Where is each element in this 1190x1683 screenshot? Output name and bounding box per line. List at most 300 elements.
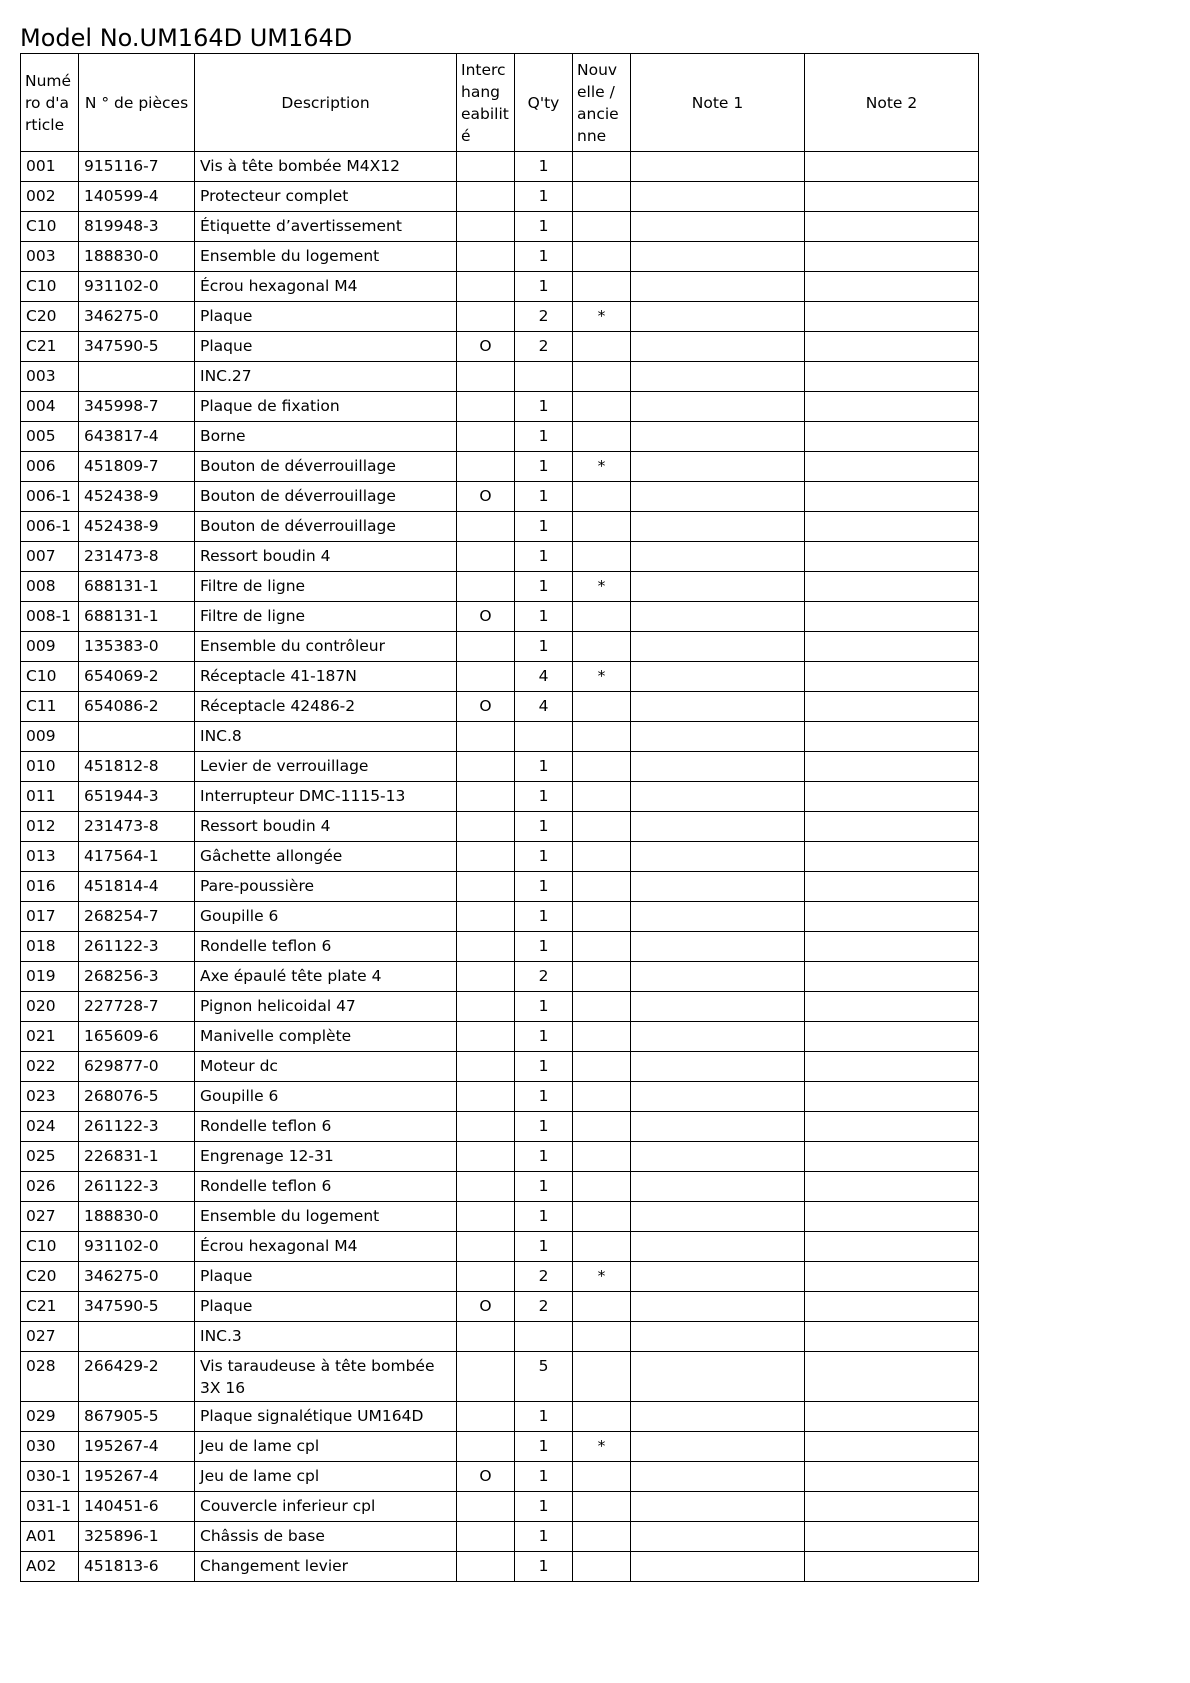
cell-description: Châssis de base xyxy=(195,1522,457,1552)
cell-qty: 1 xyxy=(515,452,573,482)
cell-description: Protecteur complet xyxy=(195,182,457,212)
cell-interchangeability: O xyxy=(457,332,515,362)
cell-interchangeability xyxy=(457,152,515,182)
cell-note-2 xyxy=(805,1462,979,1492)
cell-item-no: C21 xyxy=(21,1292,79,1322)
cell-item-no: 006-1 xyxy=(21,482,79,512)
cell-new-old xyxy=(573,272,631,302)
cell-qty: 2 xyxy=(515,302,573,332)
cell-qty: 4 xyxy=(515,692,573,722)
cell-note-1 xyxy=(631,212,805,242)
cell-interchangeability xyxy=(457,452,515,482)
cell-note-2 xyxy=(805,932,979,962)
cell-new-old xyxy=(573,1232,631,1262)
cell-part-no: 643817-4 xyxy=(79,422,195,452)
table-row xyxy=(21,1462,979,1492)
cell-description: Goupille 6 xyxy=(195,902,457,932)
table-row xyxy=(21,1262,979,1292)
cell-note-1 xyxy=(631,1462,805,1492)
cell-qty: 2 xyxy=(515,1292,573,1322)
cell-item-no: C10 xyxy=(21,662,79,692)
cell-description: Goupille 6 xyxy=(195,1082,457,1112)
table-row xyxy=(21,932,979,962)
cell-part-no xyxy=(79,722,195,752)
cell-item-no: 002 xyxy=(21,182,79,212)
cell-item-no: 026 xyxy=(21,1172,79,1202)
cell-note-1 xyxy=(631,1352,805,1402)
cell-new-old xyxy=(573,812,631,842)
cell-new-old xyxy=(573,1402,631,1432)
cell-description: Ressort boudin 4 xyxy=(195,812,457,842)
cell-qty: 1 xyxy=(515,1432,573,1462)
cell-note-1 xyxy=(631,362,805,392)
cell-new-old xyxy=(573,1202,631,1232)
cell-note-1 xyxy=(631,302,805,332)
cell-part-no: 819948-3 xyxy=(79,212,195,242)
cell-new-old xyxy=(573,992,631,1022)
cell-part-no: 654086-2 xyxy=(79,692,195,722)
table-row xyxy=(21,782,979,812)
cell-part-no: 688131-1 xyxy=(79,572,195,602)
cell-qty: 1 xyxy=(515,872,573,902)
cell-qty: 1 xyxy=(515,512,573,542)
cell-interchangeability xyxy=(457,1202,515,1232)
cell-part-no: 451812-8 xyxy=(79,752,195,782)
cell-qty: 1 xyxy=(515,1462,573,1492)
cell-new-old xyxy=(573,1492,631,1522)
cell-description: Ensemble du logement xyxy=(195,1202,457,1232)
cell-note-1 xyxy=(631,1402,805,1432)
cell-qty: 1 xyxy=(515,992,573,1022)
cell-item-no: 027 xyxy=(21,1322,79,1352)
cell-item-no: 003 xyxy=(21,242,79,272)
table-row xyxy=(21,212,979,242)
parts-table xyxy=(20,53,979,1582)
cell-note-2 xyxy=(805,422,979,452)
cell-note-1 xyxy=(631,332,805,362)
cell-interchangeability xyxy=(457,272,515,302)
header-note-1: Note 1 xyxy=(631,54,805,152)
table-row xyxy=(21,1292,979,1322)
cell-new-old xyxy=(573,332,631,362)
cell-qty: 4 xyxy=(515,662,573,692)
cell-new-old xyxy=(573,962,631,992)
cell-new-old xyxy=(573,872,631,902)
cell-new-old xyxy=(573,482,631,512)
cell-qty: 1 xyxy=(515,932,573,962)
cell-item-no: 003 xyxy=(21,362,79,392)
cell-note-1 xyxy=(631,482,805,512)
cell-interchangeability xyxy=(457,992,515,1022)
cell-item-no: 030 xyxy=(21,1432,79,1462)
cell-new-old xyxy=(573,392,631,422)
cell-part-no: 347590-5 xyxy=(79,1292,195,1322)
cell-new-old xyxy=(573,1022,631,1052)
cell-qty: 1 xyxy=(515,632,573,662)
table-row xyxy=(21,1112,979,1142)
table-row xyxy=(21,1522,979,1552)
table-row xyxy=(21,1432,979,1462)
cell-note-2 xyxy=(805,962,979,992)
cell-item-no: C20 xyxy=(21,302,79,332)
table-row xyxy=(21,1322,979,1352)
cell-qty: 1 xyxy=(515,182,573,212)
cell-note-1 xyxy=(631,1052,805,1082)
cell-part-no: 188830-0 xyxy=(79,1202,195,1232)
cell-note-2 xyxy=(805,1082,979,1112)
header-item-no: Numé ro d'a rticle xyxy=(21,54,79,152)
cell-description: Axe épaulé tête plate 4 xyxy=(195,962,457,992)
table-row xyxy=(21,272,979,302)
cell-new-old xyxy=(573,722,631,752)
cell-interchangeability xyxy=(457,1432,515,1462)
cell-new-old xyxy=(573,542,631,572)
table-row xyxy=(21,1022,979,1052)
table-row xyxy=(21,422,979,452)
cell-item-no: 030-1 xyxy=(21,1462,79,1492)
cell-note-1 xyxy=(631,1262,805,1292)
cell-note-2 xyxy=(805,1112,979,1142)
cell-interchangeability xyxy=(457,572,515,602)
cell-qty: 1 xyxy=(515,272,573,302)
table-row xyxy=(21,1172,979,1202)
cell-new-old xyxy=(573,1112,631,1142)
table-row xyxy=(21,902,979,932)
cell-qty xyxy=(515,362,573,392)
cell-part-no: 417564-1 xyxy=(79,842,195,872)
cell-item-no: 008 xyxy=(21,572,79,602)
cell-description: Ensemble du logement xyxy=(195,242,457,272)
cell-part-no: 227728-7 xyxy=(79,992,195,1022)
cell-note-2 xyxy=(805,1402,979,1432)
cell-part-no: 915116-7 xyxy=(79,152,195,182)
cell-part-no: 195267-4 xyxy=(79,1462,195,1492)
cell-note-2 xyxy=(805,782,979,812)
cell-interchangeability xyxy=(457,362,515,392)
cell-qty: 1 xyxy=(515,1052,573,1082)
table-row xyxy=(21,332,979,362)
cell-interchangeability xyxy=(457,392,515,422)
cell-interchangeability xyxy=(457,632,515,662)
cell-note-1 xyxy=(631,842,805,872)
table-row xyxy=(21,962,979,992)
cell-description: Bouton de déverrouillage xyxy=(195,482,457,512)
cell-qty: 2 xyxy=(515,962,573,992)
cell-description: Bouton de déverrouillage xyxy=(195,452,457,482)
cell-new-old: * xyxy=(573,452,631,482)
table-row xyxy=(21,512,979,542)
cell-description: Changement levier xyxy=(195,1552,457,1582)
cell-interchangeability xyxy=(457,902,515,932)
cell-new-old: * xyxy=(573,662,631,692)
cell-new-old: * xyxy=(573,1262,631,1292)
cell-description: Étiquette d’avertissement xyxy=(195,212,457,242)
cell-part-no: 451809-7 xyxy=(79,452,195,482)
cell-note-1 xyxy=(631,182,805,212)
cell-new-old xyxy=(573,1292,631,1322)
cell-note-1 xyxy=(631,1322,805,1352)
table-row xyxy=(21,392,979,422)
cell-description: Plaque xyxy=(195,302,457,332)
cell-part-no: 268076-5 xyxy=(79,1082,195,1112)
cell-note-2 xyxy=(805,1292,979,1322)
cell-part-no: 451813-6 xyxy=(79,1552,195,1582)
cell-part-no: 268254-7 xyxy=(79,902,195,932)
cell-part-no: 231473-8 xyxy=(79,542,195,572)
cell-qty: 1 xyxy=(515,842,573,872)
cell-note-2 xyxy=(805,692,979,722)
cell-description: Rondelle teflon 6 xyxy=(195,1172,457,1202)
parts-table-body xyxy=(21,152,979,1582)
header-description: Description xyxy=(195,54,457,152)
cell-new-old xyxy=(573,362,631,392)
cell-note-2 xyxy=(805,512,979,542)
cell-part-no: 135383-0 xyxy=(79,632,195,662)
cell-note-2 xyxy=(805,542,979,572)
cell-interchangeability xyxy=(457,812,515,842)
cell-note-2 xyxy=(805,1492,979,1522)
cell-interchangeability xyxy=(457,1142,515,1172)
cell-note-2 xyxy=(805,1022,979,1052)
cell-note-1 xyxy=(631,872,805,902)
cell-note-2 xyxy=(805,722,979,752)
header-new-old: Nouv elle / ancie nne xyxy=(573,54,631,152)
cell-interchangeability xyxy=(457,1082,515,1112)
cell-description: Borne xyxy=(195,422,457,452)
cell-description: Bouton de déverrouillage xyxy=(195,512,457,542)
cell-interchangeability xyxy=(457,1022,515,1052)
cell-qty: 2 xyxy=(515,1262,573,1292)
cell-new-old xyxy=(573,1462,631,1492)
cell-note-1 xyxy=(631,1022,805,1052)
cell-note-2 xyxy=(805,602,979,632)
cell-description: Jeu de lame cpl xyxy=(195,1462,457,1492)
cell-part-no: 261122-3 xyxy=(79,1172,195,1202)
cell-description: INC.8 xyxy=(195,722,457,752)
cell-item-no: 016 xyxy=(21,872,79,902)
cell-note-1 xyxy=(631,272,805,302)
cell-qty: 1 xyxy=(515,1202,573,1232)
cell-description: Rondelle teflon 6 xyxy=(195,1112,457,1142)
cell-note-2 xyxy=(805,1232,979,1262)
cell-part-no: 347590-5 xyxy=(79,332,195,362)
cell-note-2 xyxy=(805,752,979,782)
cell-note-2 xyxy=(805,152,979,182)
cell-note-1 xyxy=(631,992,805,1022)
cell-note-1 xyxy=(631,1492,805,1522)
table-row xyxy=(21,692,979,722)
table-row xyxy=(21,452,979,482)
table-row xyxy=(21,182,979,212)
cell-interchangeability xyxy=(457,932,515,962)
cell-note-1 xyxy=(631,932,805,962)
cell-new-old xyxy=(573,1172,631,1202)
cell-interchangeability xyxy=(457,1112,515,1142)
cell-interchangeability: O xyxy=(457,1462,515,1492)
cell-new-old: * xyxy=(573,1432,631,1462)
table-row xyxy=(21,602,979,632)
cell-item-no: C10 xyxy=(21,272,79,302)
cell-part-no: 261122-3 xyxy=(79,932,195,962)
cell-qty: 1 xyxy=(515,752,573,782)
cell-part-no: 651944-3 xyxy=(79,782,195,812)
cell-interchangeability xyxy=(457,872,515,902)
table-row xyxy=(21,1082,979,1112)
cell-description: Écrou hexagonal M4 xyxy=(195,1232,457,1262)
cell-new-old xyxy=(573,602,631,632)
cell-note-2 xyxy=(805,1522,979,1552)
cell-note-2 xyxy=(805,332,979,362)
cell-description: Rondelle teflon 6 xyxy=(195,932,457,962)
cell-interchangeability xyxy=(457,782,515,812)
cell-description: Réceptacle 41-187N xyxy=(195,662,457,692)
cell-note-1 xyxy=(631,602,805,632)
table-row xyxy=(21,1052,979,1082)
cell-part-no: 140451-6 xyxy=(79,1492,195,1522)
cell-part-no: 346275-0 xyxy=(79,1262,195,1292)
cell-note-1 xyxy=(631,422,805,452)
cell-item-no: 031-1 xyxy=(21,1492,79,1522)
cell-part-no: 266429-2 xyxy=(79,1352,195,1402)
cell-note-2 xyxy=(805,1552,979,1582)
cell-item-no: 010 xyxy=(21,752,79,782)
cell-new-old xyxy=(573,152,631,182)
cell-part-no: 931102-0 xyxy=(79,272,195,302)
cell-description: Ensemble du contrôleur xyxy=(195,632,457,662)
cell-note-1 xyxy=(631,1432,805,1462)
cell-note-2 xyxy=(805,482,979,512)
cell-part-no: 346275-0 xyxy=(79,302,195,332)
cell-part-no: 261122-3 xyxy=(79,1112,195,1142)
cell-item-no: A01 xyxy=(21,1522,79,1552)
cell-description: Vis à tête bombée M4X12 xyxy=(195,152,457,182)
cell-note-2 xyxy=(805,452,979,482)
table-row xyxy=(21,302,979,332)
cell-note-2 xyxy=(805,302,979,332)
cell-qty: 1 xyxy=(515,1082,573,1112)
table-row xyxy=(21,872,979,902)
cell-description: Plaque de fixation xyxy=(195,392,457,422)
cell-note-1 xyxy=(631,1082,805,1112)
cell-interchangeability xyxy=(457,1322,515,1352)
table-header-row xyxy=(21,54,979,152)
cell-note-1 xyxy=(631,1112,805,1142)
cell-note-2 xyxy=(805,842,979,872)
cell-qty: 1 xyxy=(515,392,573,422)
cell-description: Plaque signalétique UM164D xyxy=(195,1402,457,1432)
cell-new-old xyxy=(573,692,631,722)
table-row xyxy=(21,1552,979,1582)
cell-note-2 xyxy=(805,1202,979,1232)
table-row xyxy=(21,992,979,1022)
table-row xyxy=(21,1352,979,1402)
cell-interchangeability: O xyxy=(457,1292,515,1322)
cell-qty: 1 xyxy=(515,1112,573,1142)
cell-new-old xyxy=(573,782,631,812)
cell-new-old: * xyxy=(573,302,631,332)
cell-interchangeability xyxy=(457,842,515,872)
cell-new-old xyxy=(573,242,631,272)
cell-new-old xyxy=(573,182,631,212)
header-qty: Q'ty xyxy=(515,54,573,152)
cell-item-no: 007 xyxy=(21,542,79,572)
cell-note-1 xyxy=(631,1232,805,1262)
header-interchangeability: Interc hang eabilit é xyxy=(457,54,515,152)
cell-interchangeability xyxy=(457,962,515,992)
cell-item-no: 025 xyxy=(21,1142,79,1172)
cell-part-no: 165609-6 xyxy=(79,1022,195,1052)
cell-item-no: 028 xyxy=(21,1352,79,1402)
cell-new-old xyxy=(573,1142,631,1172)
cell-item-no: 019 xyxy=(21,962,79,992)
cell-qty: 1 xyxy=(515,572,573,602)
cell-new-old xyxy=(573,512,631,542)
cell-new-old xyxy=(573,632,631,662)
cell-item-no: C21 xyxy=(21,332,79,362)
cell-interchangeability xyxy=(457,302,515,332)
cell-interchangeability xyxy=(457,1352,515,1402)
cell-part-no: 345998-7 xyxy=(79,392,195,422)
cell-description: Interrupteur DMC-1115-13 xyxy=(195,782,457,812)
cell-interchangeability xyxy=(457,722,515,752)
cell-item-no: 006 xyxy=(21,452,79,482)
cell-note-1 xyxy=(631,692,805,722)
cell-qty: 1 xyxy=(515,1232,573,1262)
cell-item-no: 004 xyxy=(21,392,79,422)
cell-description: Pignon helicoidal 47 xyxy=(195,992,457,1022)
cell-note-1 xyxy=(631,1172,805,1202)
table-row xyxy=(21,242,979,272)
cell-interchangeability xyxy=(457,422,515,452)
cell-description: Pare-poussière xyxy=(195,872,457,902)
cell-description: INC.27 xyxy=(195,362,457,392)
cell-description: INC.3 xyxy=(195,1322,457,1352)
table-row xyxy=(21,842,979,872)
cell-new-old xyxy=(573,932,631,962)
cell-note-1 xyxy=(631,1142,805,1172)
cell-item-no: 001 xyxy=(21,152,79,182)
cell-part-no: 226831-1 xyxy=(79,1142,195,1172)
cell-item-no: 006-1 xyxy=(21,512,79,542)
cell-note-1 xyxy=(631,1522,805,1552)
cell-note-1 xyxy=(631,452,805,482)
cell-new-old xyxy=(573,1352,631,1402)
cell-description: Plaque xyxy=(195,1262,457,1292)
cell-description: Plaque xyxy=(195,1292,457,1322)
table-row xyxy=(21,632,979,662)
cell-interchangeability: O xyxy=(457,482,515,512)
cell-description: Levier de verrouillage xyxy=(195,752,457,782)
cell-item-no: A02 xyxy=(21,1552,79,1582)
cell-interchangeability xyxy=(457,662,515,692)
cell-qty: 1 xyxy=(515,902,573,932)
cell-note-1 xyxy=(631,632,805,662)
cell-item-no: 017 xyxy=(21,902,79,932)
cell-note-2 xyxy=(805,992,979,1022)
cell-part-no: 195267-4 xyxy=(79,1432,195,1462)
cell-item-no: 020 xyxy=(21,992,79,1022)
cell-note-2 xyxy=(805,272,979,302)
cell-part-no: 451814-4 xyxy=(79,872,195,902)
cell-item-no: C10 xyxy=(21,1232,79,1262)
cell-note-2 xyxy=(805,212,979,242)
cell-qty xyxy=(515,1322,573,1352)
cell-interchangeability: O xyxy=(457,602,515,632)
cell-note-2 xyxy=(805,1172,979,1202)
cell-interchangeability xyxy=(457,1232,515,1262)
header-note-2: Note 2 xyxy=(805,54,979,152)
cell-interchangeability xyxy=(457,242,515,272)
